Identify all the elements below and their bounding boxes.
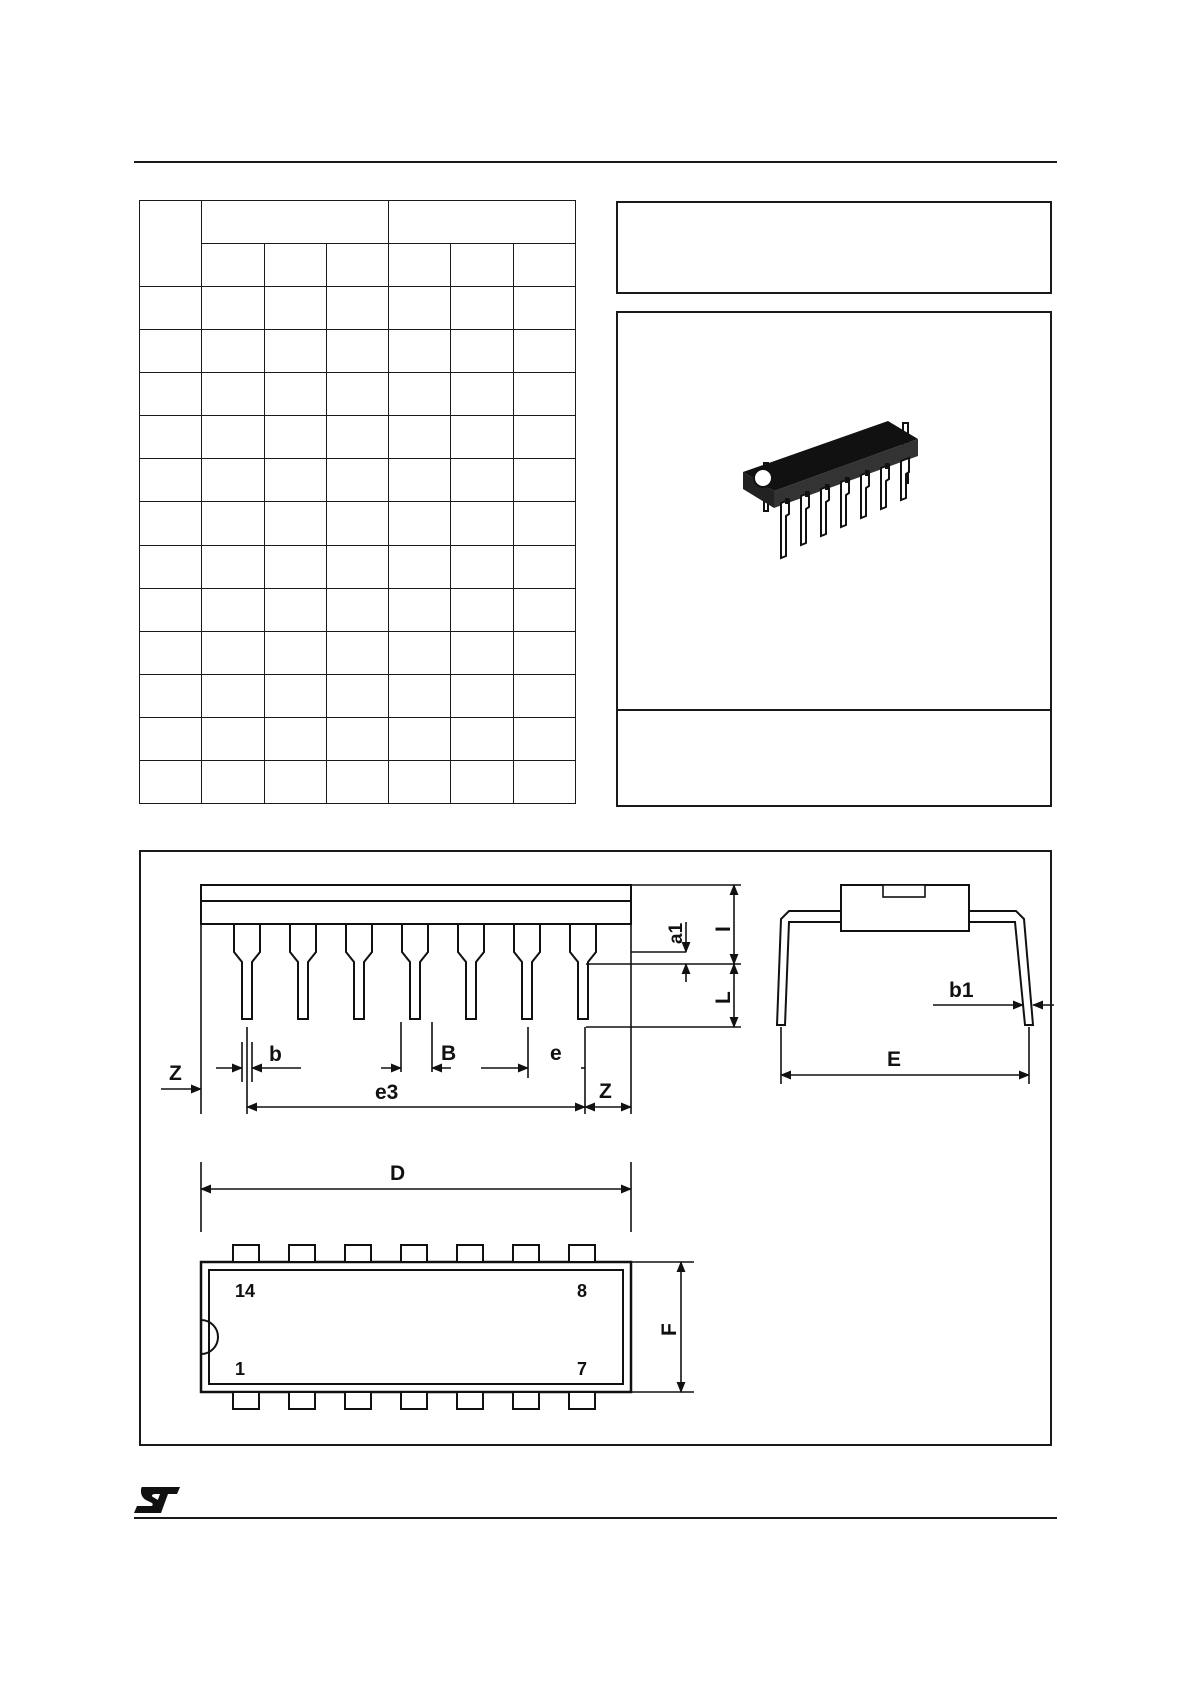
- table-cell: [326, 459, 388, 502]
- table-cell: [326, 545, 388, 588]
- label-pin7: 7: [577, 1359, 588, 1379]
- table-cell: [326, 588, 388, 631]
- table-cell: [389, 244, 451, 287]
- table-cell: [326, 287, 388, 330]
- label-pin1: 1: [235, 1359, 246, 1379]
- table-cell: [202, 373, 264, 416]
- table-cell: [202, 545, 264, 588]
- label-d: D: [390, 1162, 406, 1185]
- table-cell: [140, 717, 202, 760]
- label-big-e: E: [887, 1048, 902, 1071]
- table-row: [140, 416, 576, 459]
- table-cell: [140, 373, 202, 416]
- table-cell: [140, 631, 202, 674]
- table-cell: [326, 330, 388, 373]
- table-cell: [513, 545, 575, 588]
- table-cell: [140, 545, 202, 588]
- table-cell: [389, 201, 576, 244]
- table-cell: [389, 287, 451, 330]
- label-a1: a1: [666, 922, 687, 944]
- table-row: [140, 545, 576, 588]
- table-cell: [326, 674, 388, 717]
- footer-rule: [134, 1517, 1057, 1519]
- table-cell: [451, 588, 513, 631]
- table-cell: [451, 502, 513, 545]
- table-cell: [202, 201, 389, 244]
- table-cell: [202, 459, 264, 502]
- table-cell: [202, 631, 264, 674]
- mechanical-drawing-box: [139, 850, 1052, 1446]
- label-big-b: B: [441, 1042, 457, 1065]
- table-cell: [451, 674, 513, 717]
- table-cell: [326, 631, 388, 674]
- table-cell: [513, 760, 575, 803]
- table-cell: [202, 244, 264, 287]
- table-row: [140, 631, 576, 674]
- table-cell: [140, 416, 202, 459]
- table-row: [140, 674, 576, 717]
- table-cell: [140, 330, 202, 373]
- label-b1: b1: [949, 979, 974, 1002]
- table-cell: [264, 459, 326, 502]
- label-i: I: [712, 926, 735, 932]
- table-cell: [202, 588, 264, 631]
- table-cell: [264, 674, 326, 717]
- table-row: [140, 502, 576, 545]
- table-cell: [389, 717, 451, 760]
- table-cell: [264, 631, 326, 674]
- table-row: [140, 330, 576, 373]
- table-cell: [202, 287, 264, 330]
- table-cell: [264, 373, 326, 416]
- dip14-package-illustration: [618, 313, 1054, 709]
- table-cell: [326, 502, 388, 545]
- table-cell: [451, 717, 513, 760]
- table-cell: [513, 416, 575, 459]
- table-cell: [451, 545, 513, 588]
- table-cell: [389, 631, 451, 674]
- table-cell: [202, 416, 264, 459]
- table-cell: [513, 502, 575, 545]
- table-cell: [140, 502, 202, 545]
- table-cell: [389, 502, 451, 545]
- package-title-box: [616, 201, 1052, 294]
- dimension-table: [139, 200, 576, 804]
- table-cell: [326, 244, 388, 287]
- table-cell: [140, 588, 202, 631]
- table-cell: [264, 287, 326, 330]
- table-cell: [513, 330, 575, 373]
- photo-caption-divider: [618, 709, 1050, 711]
- table-cell: [389, 674, 451, 717]
- mechanical-drawing: [141, 852, 1054, 1448]
- label-e3: e3: [375, 1081, 399, 1104]
- table-row: [140, 588, 576, 631]
- table-cell: [140, 287, 202, 330]
- table-cell: [264, 717, 326, 760]
- table-cell: [202, 674, 264, 717]
- table-row: [140, 760, 576, 803]
- table-cell: [389, 545, 451, 588]
- table-row: [140, 287, 576, 330]
- label-z-right: Z: [599, 1080, 612, 1103]
- table-cell: [389, 416, 451, 459]
- table-cell: [451, 373, 513, 416]
- table-cell: [451, 330, 513, 373]
- table-cell: [202, 502, 264, 545]
- table-cell: [389, 760, 451, 803]
- table-row: [140, 244, 576, 287]
- label-f: F: [658, 1323, 681, 1336]
- table-cell: [389, 459, 451, 502]
- table-cell: [264, 244, 326, 287]
- label-l: L: [712, 991, 735, 1004]
- table-cell: [389, 588, 451, 631]
- table-cell: [451, 287, 513, 330]
- table-cell: [140, 674, 202, 717]
- table-cell: [264, 330, 326, 373]
- table-cell: [513, 631, 575, 674]
- label-pin14: 14: [235, 1281, 256, 1301]
- table-cell: [513, 373, 575, 416]
- table-cell: [389, 330, 451, 373]
- table-cell: [264, 502, 326, 545]
- table-cell: [451, 631, 513, 674]
- table-cell: [326, 717, 388, 760]
- table-cell: [513, 588, 575, 631]
- table-cell: [513, 287, 575, 330]
- table-cell: [513, 717, 575, 760]
- table-cell: [264, 588, 326, 631]
- label-z-left: Z: [169, 1062, 182, 1085]
- table-cell: [451, 244, 513, 287]
- table-cell: [140, 760, 202, 803]
- table-row: [140, 717, 576, 760]
- table-cell: [451, 459, 513, 502]
- st-logo: [134, 1486, 182, 1514]
- table-cell: [202, 760, 264, 803]
- table-cell: [513, 674, 575, 717]
- label-b: b: [269, 1043, 282, 1066]
- table-cell: [326, 760, 388, 803]
- table-row: [140, 373, 576, 416]
- table-cell: [264, 416, 326, 459]
- table-row: [140, 459, 576, 502]
- table-cell: [451, 760, 513, 803]
- table-cell: [140, 201, 202, 287]
- table-cell: [326, 373, 388, 416]
- table-cell: [513, 244, 575, 287]
- header-rule: [134, 161, 1057, 163]
- table-cell: [513, 459, 575, 502]
- table-cell: [264, 545, 326, 588]
- package-photo-box: [616, 311, 1052, 807]
- table-cell: [326, 416, 388, 459]
- table-cell: [451, 416, 513, 459]
- table-cell: [389, 373, 451, 416]
- table-cell: [140, 459, 202, 502]
- table-cell: [202, 717, 264, 760]
- table-cell: [264, 760, 326, 803]
- table-row: [140, 201, 576, 244]
- label-e: e: [550, 1042, 562, 1065]
- label-pin8: 8: [577, 1281, 588, 1301]
- table-cell: [202, 330, 264, 373]
